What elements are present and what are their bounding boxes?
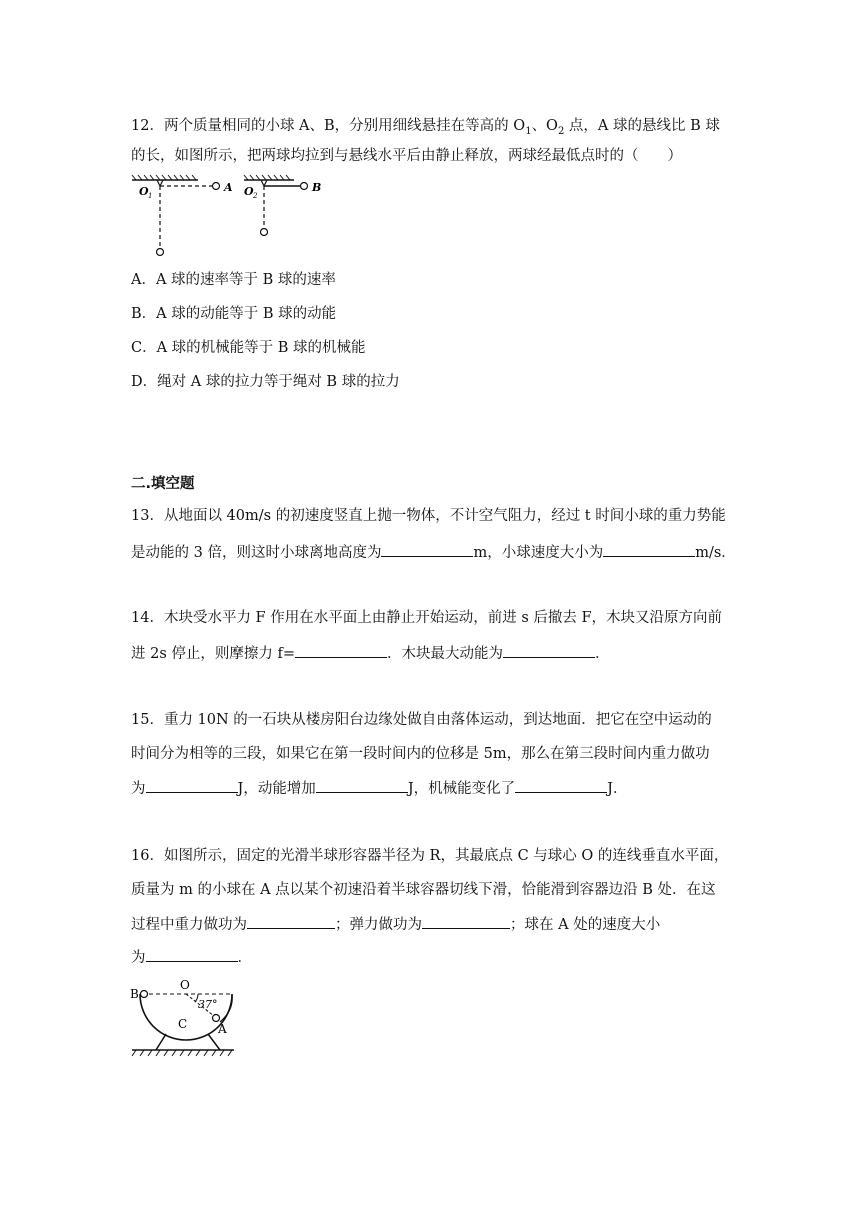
label-c: C — [178, 1017, 188, 1031]
label-b: B — [130, 987, 139, 1001]
q15-blank-mechanical[interactable] — [515, 778, 607, 793]
q14-blank-friction[interactable] — [295, 643, 387, 658]
q14-blank-kinetic-energy[interactable] — [503, 643, 595, 658]
q15-line-3: 为 J，动能增加 J，机械能变化了 J． — [131, 778, 627, 799]
q16-line-4: 为 ． — [131, 947, 252, 968]
label-o: O — [180, 978, 190, 992]
q13-blank-speed[interactable] — [603, 542, 695, 557]
q12-pendulum-figure — [128, 172, 328, 262]
section-heading: 二.填空题 — [131, 476, 195, 492]
label-o2: O — [244, 185, 254, 198]
label-a: A — [218, 1022, 227, 1036]
q16-line-2: 质量为 m 的小球在 A 点以某个初速沿着半球容器切线下滑，恰能滑到容器边沿 B 处．在这 — [131, 882, 716, 898]
q15-blank-work[interactable] — [146, 778, 238, 793]
q15-line-1: 15．重力 10N 的一石块从楼房阳台边缘处做自由落体运动，到达地面．把它在空中运动的 — [131, 712, 712, 728]
q16-line-3: 过程中重力做功为 ；弹力做功为 ；球在 A 处的速度大小 — [131, 914, 660, 935]
label-o1: O — [139, 185, 149, 198]
q12-line-2: 的长，如图所示，把两球均拉到与悬线水平后由静止释放，两球经最低点时的（ ） — [131, 148, 682, 164]
q13-blank-height[interactable] — [381, 542, 473, 557]
q13-line-1: 13．从地面以 40m/s 的初速度竖直上抛一物体，不计空气阻力，经过 t 时间小球的重力势能 — [131, 508, 726, 524]
q16-blank-elastic-work[interactable] — [422, 914, 510, 929]
q15-blank-kinetic[interactable] — [316, 778, 408, 793]
q16-hemisphere-figure — [128, 976, 240, 1062]
q16-blank-speed[interactable] — [146, 947, 238, 962]
q14-line-2: 进 2s 停止，则摩擦力 f= ．木块最大动能为 ． — [131, 643, 610, 664]
q13-line-2: 是动能的 3 倍，则这时小球离地高度为 m，小球速度大小为 m/s． — [131, 542, 736, 563]
q12-option-d: D．绳对 A 球的拉力等于绳对 B 球的拉力 — [131, 374, 400, 390]
q16-line-1: 16．如图所示，固定的光滑半球形容器半径为 R，其最底点 C 与球心 O 的连线垂直水平面， — [131, 848, 729, 864]
q12-option-a: A．A 球的速率等于 B 球的速率 — [131, 272, 336, 288]
q12-line-1: 12．两个质量相同的小球 A、B，分别用细线悬挂在等高的 $O_1$、$O_2$ 点，A 球的悬线比 B 球 — [131, 118, 720, 137]
q14-line-1: 14．木块受水平力 F 作用在水平面上由静止开始运动，前进 s 后撤去 F，木块又沿原方向前 — [131, 610, 723, 626]
q15-line-2: 时间分为相等的三段，如果它在第一段时间内的位移是 5m，那么在第三段时间内重力做功 — [131, 746, 710, 762]
label-b: B — [312, 181, 322, 194]
label-a: A — [224, 181, 233, 194]
label-o2-sub: 2 — [253, 192, 258, 200]
label-angle: 37° — [198, 998, 218, 1011]
q16-blank-gravity-work[interactable] — [247, 914, 335, 929]
q12-option-c: C．A 球的机械能等于 B 球的机械能 — [131, 340, 366, 356]
label-o1-sub: 1 — [148, 192, 153, 200]
q12-option-b: B．A 球的动能等于 B 球的动能 — [131, 306, 337, 322]
